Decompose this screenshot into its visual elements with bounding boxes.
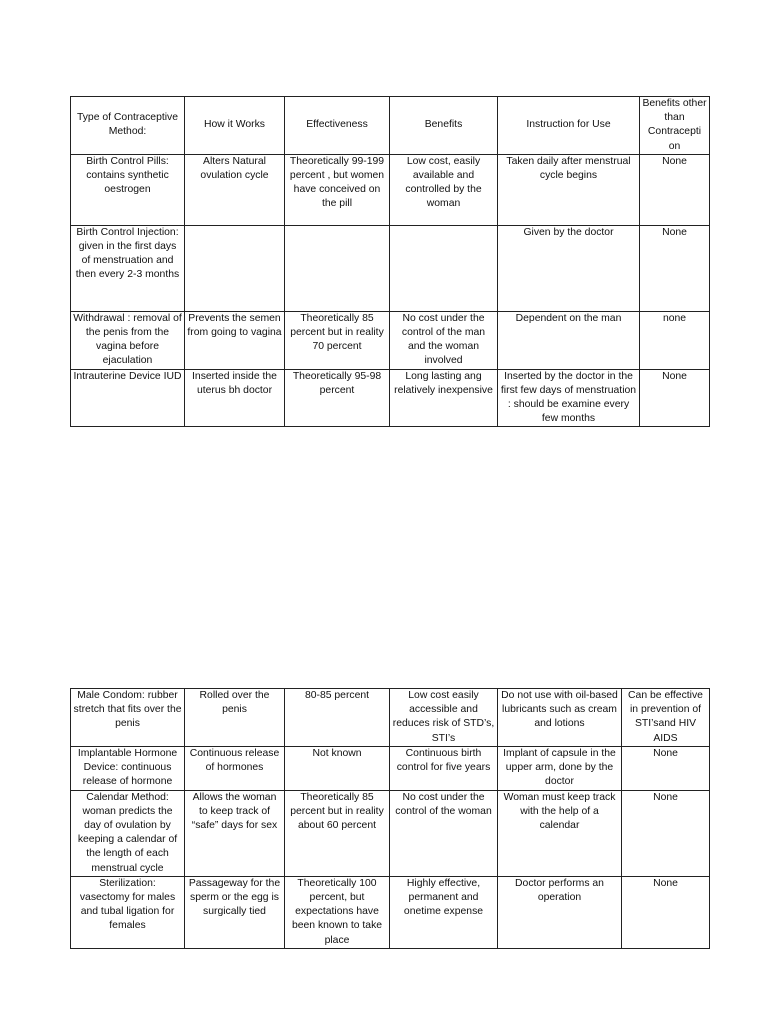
- header-cell-type: Type of Contraceptive Method:: [71, 97, 185, 155]
- table-cell: No cost under the control of the man and the woman involved: [390, 311, 498, 369]
- table-cell: Calendar Method: woman predicts the day of ovulation by keeping a calendar of the length of each menstrual cycle: [71, 790, 185, 876]
- table-row: [71, 225, 710, 311]
- table-row: [71, 876, 710, 948]
- table-cell: Continuous birth control for five years: [390, 747, 498, 791]
- table-cell: Theoretically 100 percent, but expectations have been known to take place: [285, 876, 390, 948]
- table-cell: Can be effective in prevention of STI’sand HIV AIDS: [622, 689, 710, 747]
- table-cell: Implant of capsule in the upper arm, done by the doctor: [498, 747, 622, 791]
- table-cell: Sterilization: vasectomy for males and tubal ligation for females: [71, 876, 185, 948]
- table-cell: Low cost, easily available and controlled by the woman: [390, 154, 498, 225]
- table-cell: Not known: [285, 747, 390, 791]
- table-cell: None: [622, 876, 710, 948]
- table-cell: [185, 225, 285, 311]
- table-cell: [285, 225, 390, 311]
- table-cell: Inserted by the doctor in the first few days of menstruation : should be examine every few months: [498, 369, 640, 427]
- table-cell: [390, 225, 498, 311]
- table-cell: Theoretically 95-98 percent: [285, 369, 390, 427]
- table-cell: Long lasting ang relatively inexpensive: [390, 369, 498, 427]
- table-cell: None: [622, 790, 710, 876]
- table-cell: Highly effective, permanent and onetime expense: [390, 876, 498, 948]
- table-row: [71, 369, 710, 427]
- table-row: [71, 747, 710, 791]
- table-cell: Continuous release of hormones: [185, 747, 285, 791]
- header-cell-how-it-works: How it Works: [185, 97, 285, 155]
- table-cell: none: [640, 311, 710, 369]
- table-cell: Theoretically 85 percent but in reality 70 percent: [285, 311, 390, 369]
- table-cell: Prevents the semen from going to vagina: [185, 311, 285, 369]
- table-cell: None: [640, 225, 710, 311]
- table-cell: Implantable Hormone Device: continuous release of hormone: [71, 747, 185, 791]
- table-cell: Low cost easily accessible and reduces risk of STD’s, STI’s: [390, 689, 498, 747]
- table-cell: Birth Control Pills: contains synthetic oestrogen: [71, 154, 185, 225]
- table-cell: 80-85 percent: [285, 689, 390, 747]
- table-cell: Passageway for the sperm or the egg is surgically tied: [185, 876, 285, 948]
- table-cell: Birth Control Injection: given in the first days of menstruation and then every 2-3 months: [71, 225, 185, 311]
- contraceptive-table-top: [70, 96, 710, 427]
- table-cell: Inserted inside the uterus bh doctor: [185, 369, 285, 427]
- table-cell: Woman must keep track with the help of a calendar: [498, 790, 622, 876]
- table-cell: None: [622, 747, 710, 791]
- table-cell: Alters Natural ovulation cycle: [185, 154, 285, 225]
- header-cell-other-benefits: Benefits other than Contracepti on: [640, 97, 710, 155]
- table-cell: Theoretically 99-199 percent , but women have conceived on the pill: [285, 154, 390, 225]
- table-row: [71, 689, 710, 747]
- table-cell: Doctor performs an operation: [498, 876, 622, 948]
- header-cell-effectiveness: Effectiveness: [285, 97, 390, 155]
- table-cell: Taken daily after menstrual cycle begins: [498, 154, 640, 225]
- header-cell-instruction: Instruction for Use: [498, 97, 640, 155]
- table-cell: Do not use with oil-based lubricants such as cream and lotions: [498, 689, 622, 747]
- contraceptive-table-bottom: [70, 688, 710, 949]
- table-cell: Withdrawal : removal of the penis from the vagina before ejaculation: [71, 311, 185, 369]
- header-cell-benefits: Benefits: [390, 97, 498, 155]
- table-cell: Intrauterine Device IUD: [71, 369, 185, 427]
- table-row: [71, 790, 710, 876]
- table-row: [71, 311, 710, 369]
- table-cell: Theoretically 85 percent but in reality about 60 percent: [285, 790, 390, 876]
- table-cell: None: [640, 369, 710, 427]
- table-cell: Given by the doctor: [498, 225, 640, 311]
- table-header-row: [71, 97, 710, 155]
- table-cell: Allows the woman to keep track of “safe” days for sex: [185, 790, 285, 876]
- table-cell: Rolled over the penis: [185, 689, 285, 747]
- table-cell: Dependent on the man: [498, 311, 640, 369]
- table-row: [71, 154, 710, 225]
- table-cell: None: [640, 154, 710, 225]
- table-cell: Male Condom: rubber stretch that fits over the penis: [71, 689, 185, 747]
- table-cell: No cost under the control of the woman: [390, 790, 498, 876]
